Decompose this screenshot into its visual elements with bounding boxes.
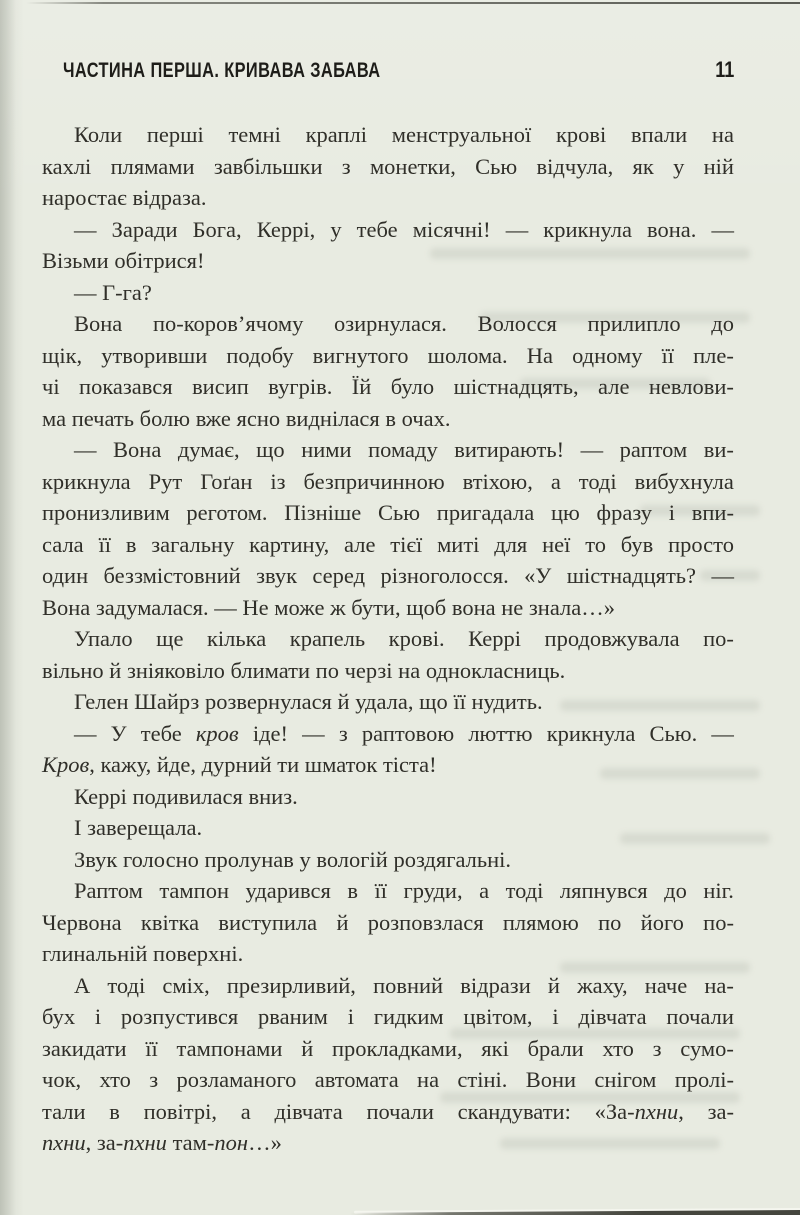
text-body	[42, 119, 734, 1159]
text-line: бух і розпустився рваним і гидким цвітом, і дівчата почали	[42, 1004, 734, 1029]
text-line: вільно й зніяковіло блимати по черзі на однокласниць.	[42, 657, 566, 683]
text-line: — У тебе кров іде! — з раптовою люттю крикнула Сью. —	[74, 720, 734, 746]
paragraph	[42, 875, 734, 970]
text-line: чі показався висип вугрів. Їй було шістнадцять, але невлови-	[42, 374, 734, 399]
text-line: Гелен Шайрз розвернулася й удала, що її нудить.	[74, 689, 543, 714]
text-line: наростає відраза.	[42, 185, 207, 210]
text-line: Керрі подивилася вниз.	[74, 783, 298, 809]
paragraph	[42, 119, 734, 214]
paragraph	[42, 214, 734, 277]
text-line: Коли перші темні краплі менструальної крові впали на	[74, 122, 734, 147]
text-line: Вона задумалася. — Не може ж бути, щоб вона не знала…»	[42, 594, 615, 620]
text-line: Звук голосно пролунав у вологій роздягальні.	[74, 846, 512, 872]
page-number: 11	[714, 57, 734, 82]
text-line: сала її в загальну картину, але тієї миті для неї то був просто	[42, 531, 734, 557]
text-line: кахлі плямами завбільшки з монетки, Сью відчула, як у ній	[42, 153, 734, 179]
paragraph	[42, 308, 734, 434]
paragraph	[42, 718, 734, 781]
text-line: один беззмістовний звук серед різноголосся. «У шістнадцять? —	[42, 563, 734, 588]
text-line: закидати її тампонами й прокладками, які брали хто з сумо-	[42, 1035, 734, 1061]
text-line: пронизливим реготом. Пізніше Сью пригадала цю фразу і впи-	[42, 500, 734, 525]
page-top-edge	[26, 2, 800, 4]
paragraph	[42, 781, 734, 813]
text-line: — Вона думає, що ними помаду витирають! — раптом ви-	[74, 437, 734, 462]
paragraph	[42, 812, 734, 844]
text-line: Кров, кажу, йде, дурний ти шматок тіста!	[42, 752, 437, 777]
text-line: тали в повітрі, а дівчата почали скандувати: «За-пхни, за-	[42, 1098, 734, 1124]
text-line: крикнула Рут Гоґан із безпричинною втіхою, а тоді вибухнула	[42, 468, 734, 494]
text-line: Раптом тампон ударився в її груди, а тоді ляпнувся до ніг.	[74, 878, 734, 903]
paragraph	[42, 277, 734, 309]
text-line: А тоді сміх, презирливий, повний відрази й жаху, наче на-	[74, 972, 734, 998]
paragraph	[42, 686, 734, 718]
text-line: пхни, за-пхни там-пон…»	[42, 1130, 282, 1155]
text-line: Упало ще кілька крапель крові. Керрі продовжувала по-	[74, 626, 734, 651]
running-header-title: ЧАСТИНА ПЕРША. КРИВАВА ЗАБАВА	[63, 59, 381, 82]
paragraph	[42, 434, 734, 623]
text-line: — Заради Бога, Керрі, у тебе місячні! — крикнула вона. —	[74, 216, 734, 242]
text-line: — Г-га?	[74, 279, 152, 305]
text-line: чок, хто з розламаного автомата на стіні. Вони снігом пролі-	[42, 1067, 734, 1092]
text-line: ма печать болю вже ясно виднілася в очах.	[42, 405, 451, 431]
text-line: І заверещала.	[74, 815, 203, 840]
text-line: Вона по-коров’ячому озирнулася. Волосся прилипло до	[74, 311, 734, 336]
text-line: щік, утворивши подобу вигнутого шолома. На одному її пле-	[42, 342, 734, 368]
paragraph	[42, 970, 734, 1159]
page-gutter-shade	[0, 0, 16, 1215]
paragraph	[42, 844, 734, 876]
text-line: Візьми обітрися!	[42, 248, 205, 273]
text-line: Червона квітка виступила й розповзлася плямою по його по-	[42, 909, 734, 935]
text-line: глинальній поверхні.	[42, 941, 244, 966]
paragraph	[42, 623, 734, 686]
